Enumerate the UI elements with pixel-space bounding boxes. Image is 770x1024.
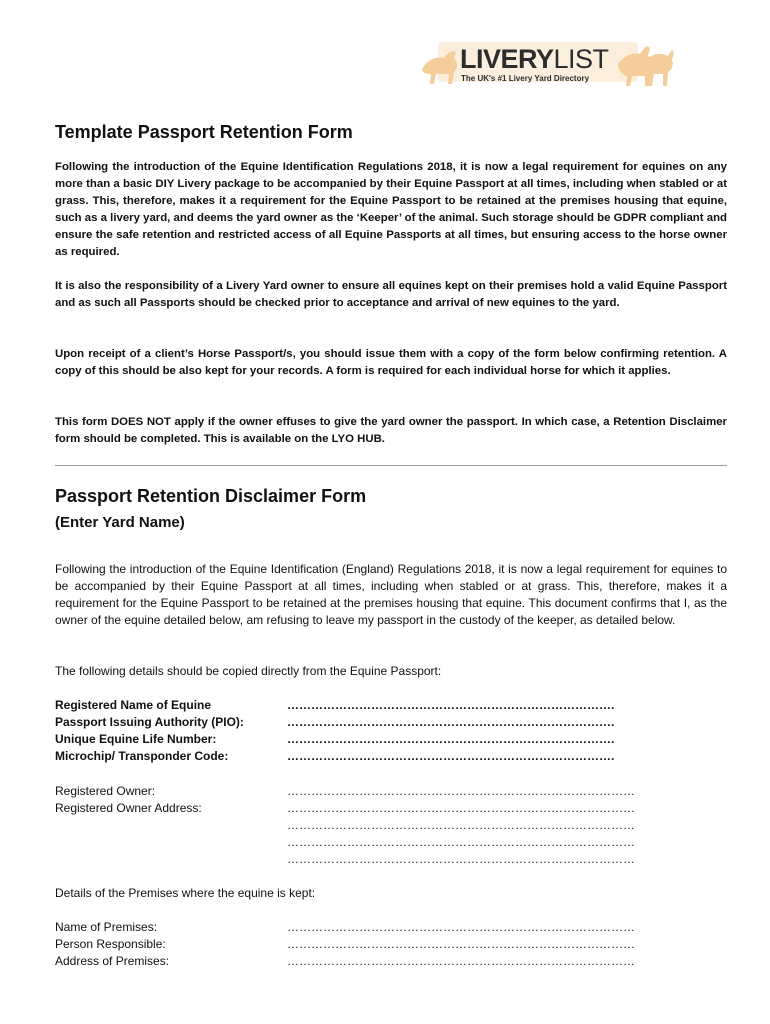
logo-wordmark: [460, 44, 609, 75]
field-ueln[interactable]: [55, 731, 727, 748]
field-blank[interactable]: ……………………………………………………………………………: [287, 818, 635, 832]
field-label: Person Responsible:: [55, 937, 166, 951]
disclaimer-intro: Following the introduction of the Equine Identification (England) Regulations 2018, it is now a legal requirement for equines to be accompanied by their Equine Passport at all times, including when stabled or at grass. This, therefore, makes it a requirement for the Equine Passport to be retained at the premises housing that equine. This document confirms that I, as the owner of the equine detailed below, am refusing to leave my passport in the custody of the keeper, as detailed below.: [55, 562, 727, 627]
field-label: Name of Premises:: [55, 920, 158, 934]
field-blank[interactable]: ……………………………………………………………………………: [287, 835, 635, 849]
section1-paragraph-2: It is also the responsibility of a Livery Yard owner to ensure all equines kept on their premises hold a valid Equine Passport and as such all Passports should be checked prior to acceptance and arrival of new equines to the yard.: [55, 280, 727, 309]
section-divider: [55, 465, 727, 466]
field-blank[interactable]: ……………………………………………………………………………: [287, 920, 635, 934]
field-premises-name[interactable]: [55, 919, 727, 936]
field-owner-address-line-2[interactable]: [55, 817, 727, 834]
field-blank[interactable]: ……………………………………………………………………….: [287, 749, 615, 763]
yard-name-placeholder: (Enter Yard Name): [55, 514, 185, 531]
field-label: Registered Owner:: [55, 784, 156, 798]
section1-paragraph-3: Upon receipt of a client’s Horse Passport/s, you should issue them with a copy of the form below confirming retention. A copy of this should be also kept for your records. A form is required for each individual horse for which it applies.: [55, 348, 727, 377]
field-blank[interactable]: ……………………………………………………………………………: [287, 784, 635, 798]
field-label: Registered Name of Equine: [55, 698, 212, 712]
field-blank[interactable]: ……………………………………………………………………….: [287, 698, 615, 712]
section1-title: Template Passport Retention Form: [55, 122, 353, 142]
field-owner-address-line-3[interactable]: [55, 834, 727, 851]
logo-tagline: The UK's #1 Livery Yard Directory: [461, 74, 590, 83]
field-microchip-code[interactable]: [55, 748, 727, 765]
logo-word-list: LIST: [553, 44, 609, 74]
logo-word-livery: LIVERY: [460, 44, 554, 74]
field-label: Unique Equine Life Number:: [55, 732, 217, 746]
field-blank[interactable]: ……………………………………………………………………….: [287, 732, 615, 746]
section1-paragraph-1: Following the introduction of the Equine Identification Regulations 2018, it is now a legal requirement for equines on any more than a basic DIY Livery package to be accompanied by their Equine Passport at all times, including when stabled or at grass. This, therefore, makes it a requirement for the Equine Passport to be retained at the premises housing that equine, such as a livery yard, and deems the yard owner as the ‘Keeper’ of the animal. Such storage should be GDPR compliant and ensure the safe retention and restricted access of all Equine Passports at all times, but ensuring access to the horse owner as required.: [55, 161, 727, 258]
field-label: Registered Owner Address:: [55, 801, 202, 815]
field-label: Passport Issuing Authority (PIO):: [55, 715, 244, 729]
field-label: Address of Premises:: [55, 954, 170, 968]
field-owner-address-line-4[interactable]: [55, 851, 727, 868]
copy-note: The following details should be copied directly from the Equine Passport:: [55, 664, 442, 678]
premises-note: Details of the Premises where the equine is kept:: [55, 886, 316, 900]
field-blank[interactable]: ……………………………………………………………………………: [287, 954, 635, 968]
field-blank[interactable]: ……………………………………………………………………………: [287, 937, 635, 951]
field-passport-issuing-authority[interactable]: [55, 714, 727, 731]
field-registered-name[interactable]: [55, 697, 727, 714]
livery-list-logo: [418, 34, 674, 96]
section2-title: Passport Retention Disclaimer Form: [55, 486, 367, 506]
section1-paragraph-4: This form DOES NOT apply if the owner effuses to give the yard owner the passport. In which case, a Retention Disclaimer form should be completed. This is available on the LYO HUB.: [55, 416, 727, 445]
field-label: Microchip/ Transponder Code:: [55, 749, 229, 763]
field-blank[interactable]: ……………………………………………………………………….: [287, 715, 615, 729]
field-premises-address[interactable]: [55, 953, 727, 970]
field-blank[interactable]: ……………………………………………………………………………: [287, 801, 635, 815]
field-registered-owner[interactable]: [55, 783, 727, 800]
field-person-responsible[interactable]: [55, 936, 727, 953]
field-blank[interactable]: ……………………………………………………………………………: [287, 852, 635, 866]
field-owner-address[interactable]: [55, 800, 727, 817]
